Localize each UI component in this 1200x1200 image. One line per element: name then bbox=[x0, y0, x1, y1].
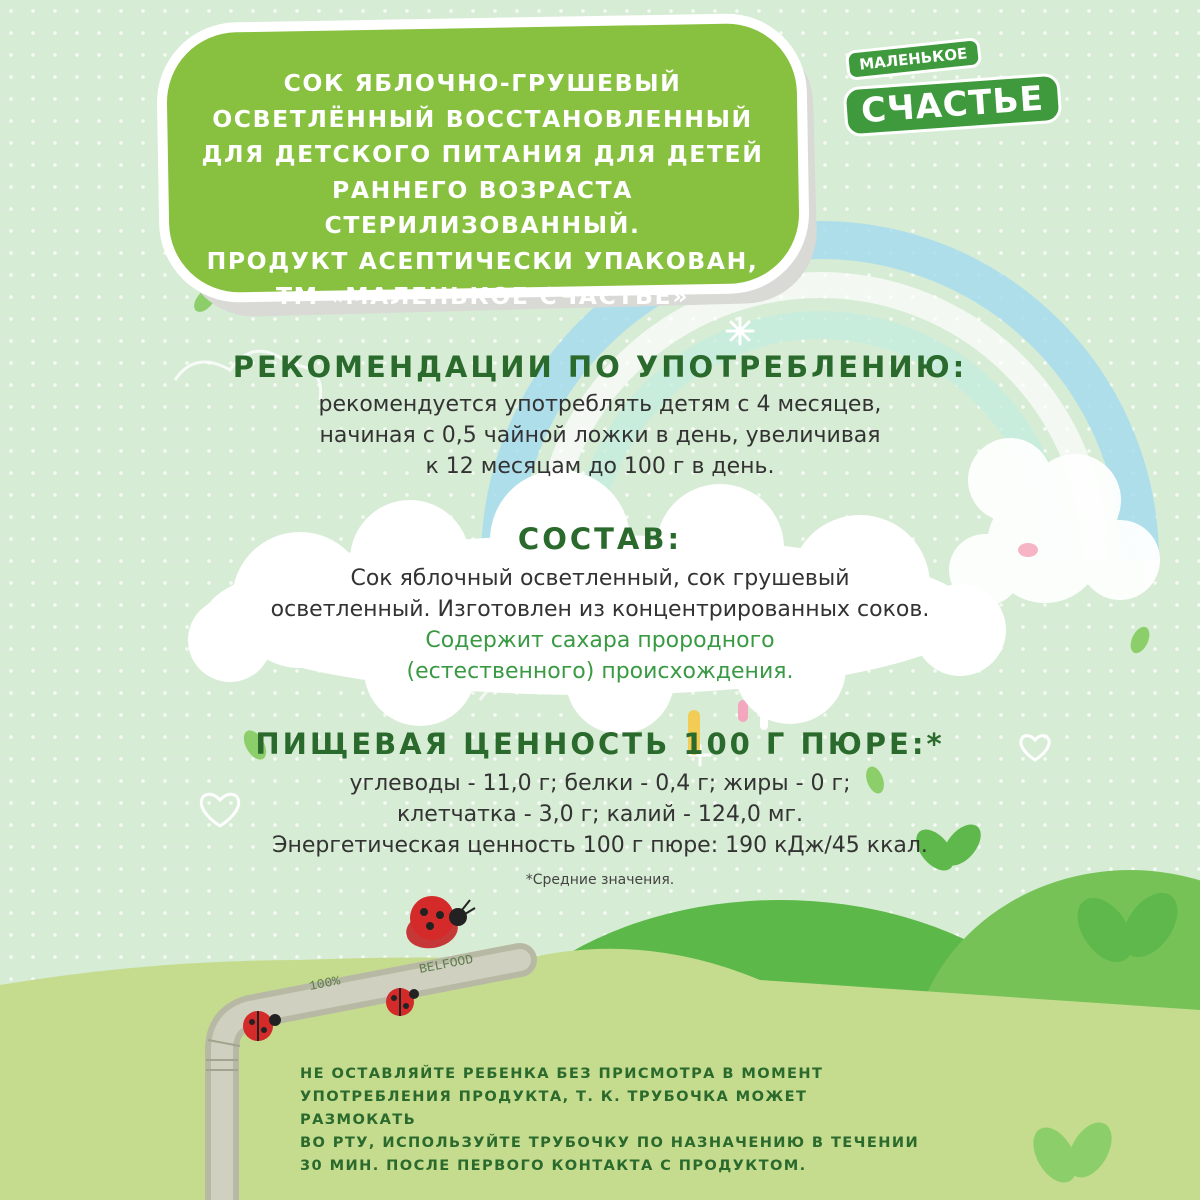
straw-warning bbox=[300, 1062, 920, 1177]
product-title bbox=[190, 66, 775, 315]
nutrition-line: углеводы - 11,0 г; белки - 0,4 г; жиры - 0 г; bbox=[349, 771, 851, 796]
nutrition-line: Энергетическая ценность 100 г пюре: 190 кДж/45 ккал. bbox=[272, 833, 928, 858]
product-title-line: ПРОДУКТ АСЕПТИЧЕСКИ УПАКОВАН, bbox=[206, 246, 759, 275]
logo-line-top: МАЛЕНЬКОЕ bbox=[845, 37, 982, 81]
sugar-note-line: (естественного) происхождения. bbox=[406, 659, 794, 684]
composition-line: осветленный. Изготовлен из концентрированных соков. bbox=[270, 597, 930, 622]
logo-line-main: СЧАСТЬЕ bbox=[843, 72, 1063, 137]
straw-print-percent: 100% bbox=[307, 973, 342, 994]
nutrition-footnote: *Средние значения. bbox=[525, 872, 675, 888]
straw-print-brand: BELFOOD bbox=[417, 951, 475, 977]
product-title-line: СОК ЯБЛОЧНО-ГРУШЕВЫЙ bbox=[283, 69, 682, 97]
recommendations-heading: РЕКОМЕНДАЦИИ ПО УПОТРЕБЛЕНИЮ: bbox=[232, 350, 968, 384]
recommendations-text bbox=[0, 389, 1200, 482]
sugar-note bbox=[0, 625, 1200, 687]
warning-line: УПОТРЕБЛЕНИЯ ПРОДУКТА, Т. К. ТРУБОЧКА МОЖЕТ РАЗМОКАТЬ bbox=[300, 1088, 808, 1128]
warning-line: 30 МИН. ПОСЛЕ ПЕРВОГО КОНТАКТА С ПРОДУКТОМ. bbox=[300, 1157, 807, 1174]
ladybug-flying-icon bbox=[403, 896, 475, 952]
sugar-note-line: Содержит сахара прородного bbox=[425, 628, 775, 653]
warning-line: ВО РТУ, ИСПОЛЬЗУЙТЕ ТРУБОЧКУ ПО НАЗНАЧЕНИЮ В ТЕЧЕНИИ bbox=[300, 1134, 920, 1151]
recommendations-line: начиная с 0,5 чайной ложки в день, увеличивая bbox=[319, 423, 881, 448]
product-title-line: ТМ «МАЛЕНЬКОЕ СЧАСТЬЕ» bbox=[276, 282, 689, 310]
nutrition-line: клетчатка - 3,0 г; калий - 124,0 мг. bbox=[396, 802, 804, 827]
nutrition-heading: ПИЩЕВАЯ ЦЕННОСТЬ 100 Г ПЮРЕ:* bbox=[255, 727, 945, 761]
product-title-line: РАННЕГО ВОЗРАСТА СТЕРИЛИЗОВАННЫЙ. bbox=[324, 175, 641, 239]
warning-line: НЕ ОСТАВЛЯЙТЕ РЕБЕНКА БЕЗ ПРИСМОТРА В МОМЕНТ bbox=[300, 1065, 824, 1082]
recommendations-line: к 12 месяцам до 100 г в день. bbox=[425, 454, 775, 479]
product-title-line: ДЛЯ ДЕТСКОГО ПИТАНИЯ ДЛЯ ДЕТЕЙ bbox=[201, 140, 764, 168]
brand-logo bbox=[824, 30, 1046, 148]
composition-heading: СОСТАВ: bbox=[517, 522, 683, 556]
nutrition-text bbox=[0, 768, 1200, 861]
product-title-line: ОСВЕТЛЁННЫЙ ВОССТАНОВЛЕННЫЙ bbox=[212, 104, 753, 133]
composition-line: Сок яблочный осветленный, сок грушевый bbox=[350, 566, 850, 591]
recommendations-line: рекомендуется употреблять детям с 4 месяцев, bbox=[318, 392, 882, 417]
composition-text bbox=[0, 563, 1200, 625]
